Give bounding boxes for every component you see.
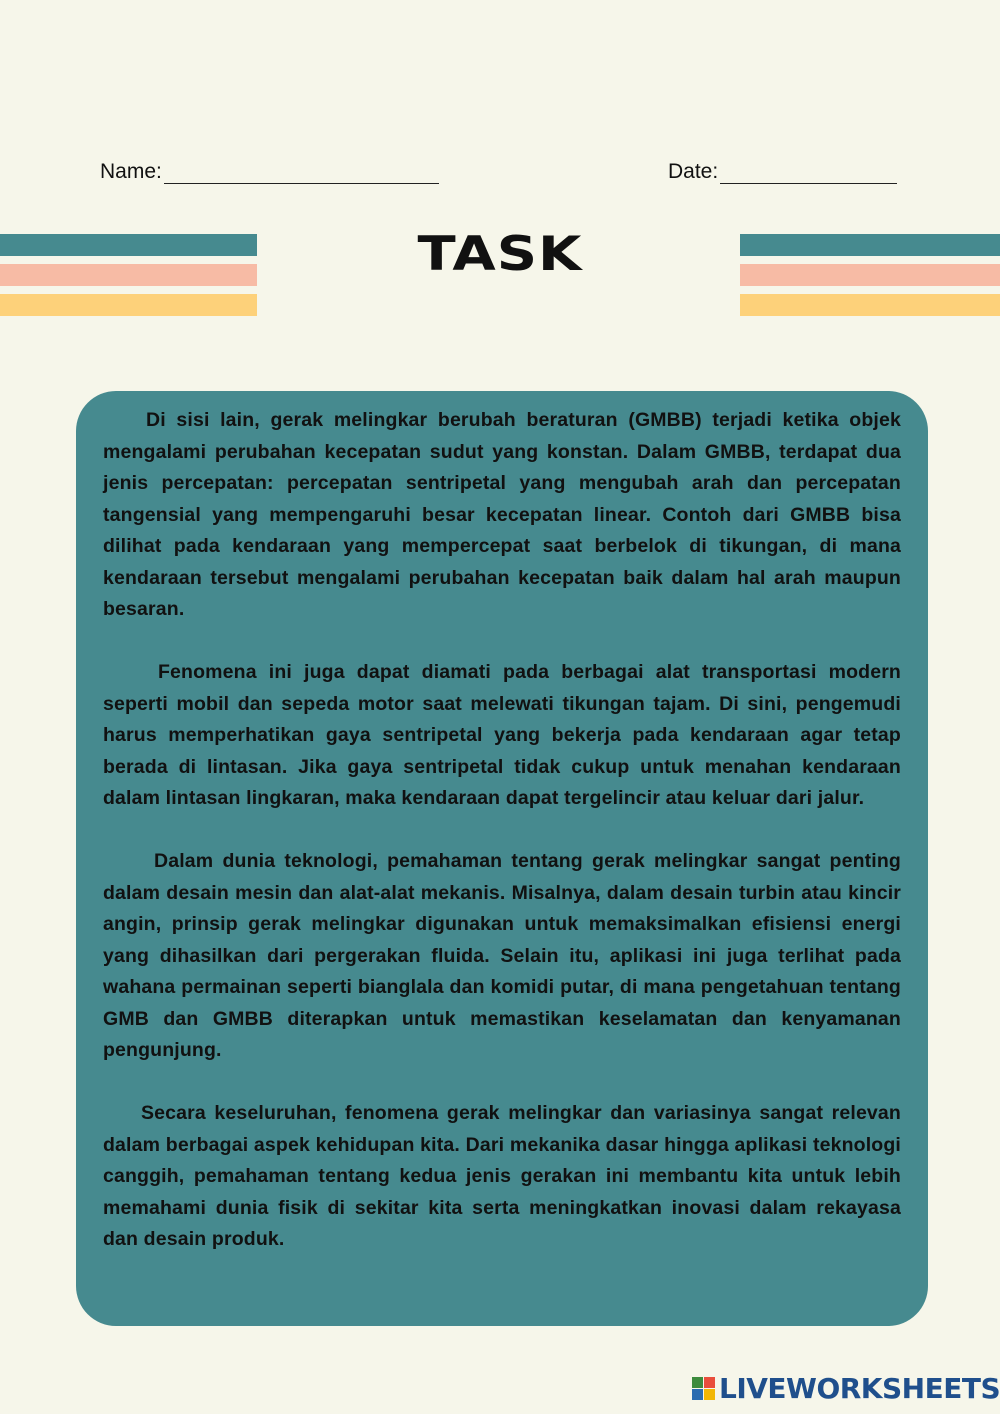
reading-text-panel	[76, 391, 928, 1326]
name-label: Name:	[100, 160, 162, 183]
stripe-yellow	[0, 294, 257, 316]
stripe-peach	[740, 264, 1000, 286]
date-field[interactable]	[668, 160, 897, 184]
decorative-stripes-right	[740, 234, 1000, 324]
page-title: TASK	[417, 226, 583, 283]
liveworksheets-logo	[692, 1372, 1000, 1405]
paragraph-1: Di sisi lain, gerak melingkar berubah beraturan (GMBB) terjadi ketika objek mengalami perubahan kecepatan sudut yang konstan. Dalam GMBB, terdapat dua jenis percepatan: percepatan sentripetal yang mengubah arah dan percepatan tangensial yang mempengaruhi besar kecepatan linear. Contoh dari GMBB bisa dilihat pada kendaraan yang mempercepat saat berbelok di tikungan, di mana kendaraan tersebut mengalami perubahan kecepatan baik dalam hal arah maupun besaran.	[103, 409, 901, 620]
stripe-yellow	[740, 294, 1000, 316]
date-label: Date:	[668, 160, 719, 183]
logo-text: LIVEWORKSHEETS	[719, 1372, 1000, 1405]
paragraph-4: Secara keseluruhan, fenomena gerak melingkar dan variasinya sangat relevan dalam berbagai aspek kehidupan kita. Dari mekanika dasar hingga aplikasi teknologi canggih, pemahaman tentang kedua jenis gerakan ini membantu kita untuk lebih memahami dunia fisik di sekitar kita serta meningkatkan inovasi dalam rekayasa dan desain produk.	[103, 1102, 901, 1250]
paragraph-2: Fenomena ini juga dapat diamati pada berbagai alat transportasi modern seperti mobil dan sepeda motor saat melewati tikungan tajam. Di sini, pengemudi harus memperhatikan gaya sentripetal yang bekerja pada kendaraan agar tetap berada di lintasan. Jika gaya sentripetal tidak cukup untuk menahan kendaraan dalam lintasan lingkaran, maka kendaraan dapat tergelincir atau keluar dari jalur.	[103, 661, 901, 809]
name-input-line[interactable]	[164, 161, 439, 184]
date-input-line[interactable]	[720, 161, 897, 184]
name-field[interactable]	[100, 160, 439, 184]
paragraph-3: Dalam dunia teknologi, pemahaman tentang gerak melingkar sangat penting dalam desain mesin dan alat-alat mekanis. Misalnya, dalam desain turbin atau kincir angin, prinsip gerak melingkar digunakan untuk memaksimalkan efisiensi energi yang dihasilkan dari pergerakan fluida. Selain itu, aplikasi ini juga terlihat pada wahana permainan seperti bianglala dan komidi putar, di mana pengetahuan tentang GMB dan GMBB diterapkan untuk memastikan keselamatan dan kenyamanan pengunjung.	[103, 850, 901, 1061]
stripe-teal	[740, 234, 1000, 256]
liveworksheets-logo-icon	[692, 1377, 715, 1400]
